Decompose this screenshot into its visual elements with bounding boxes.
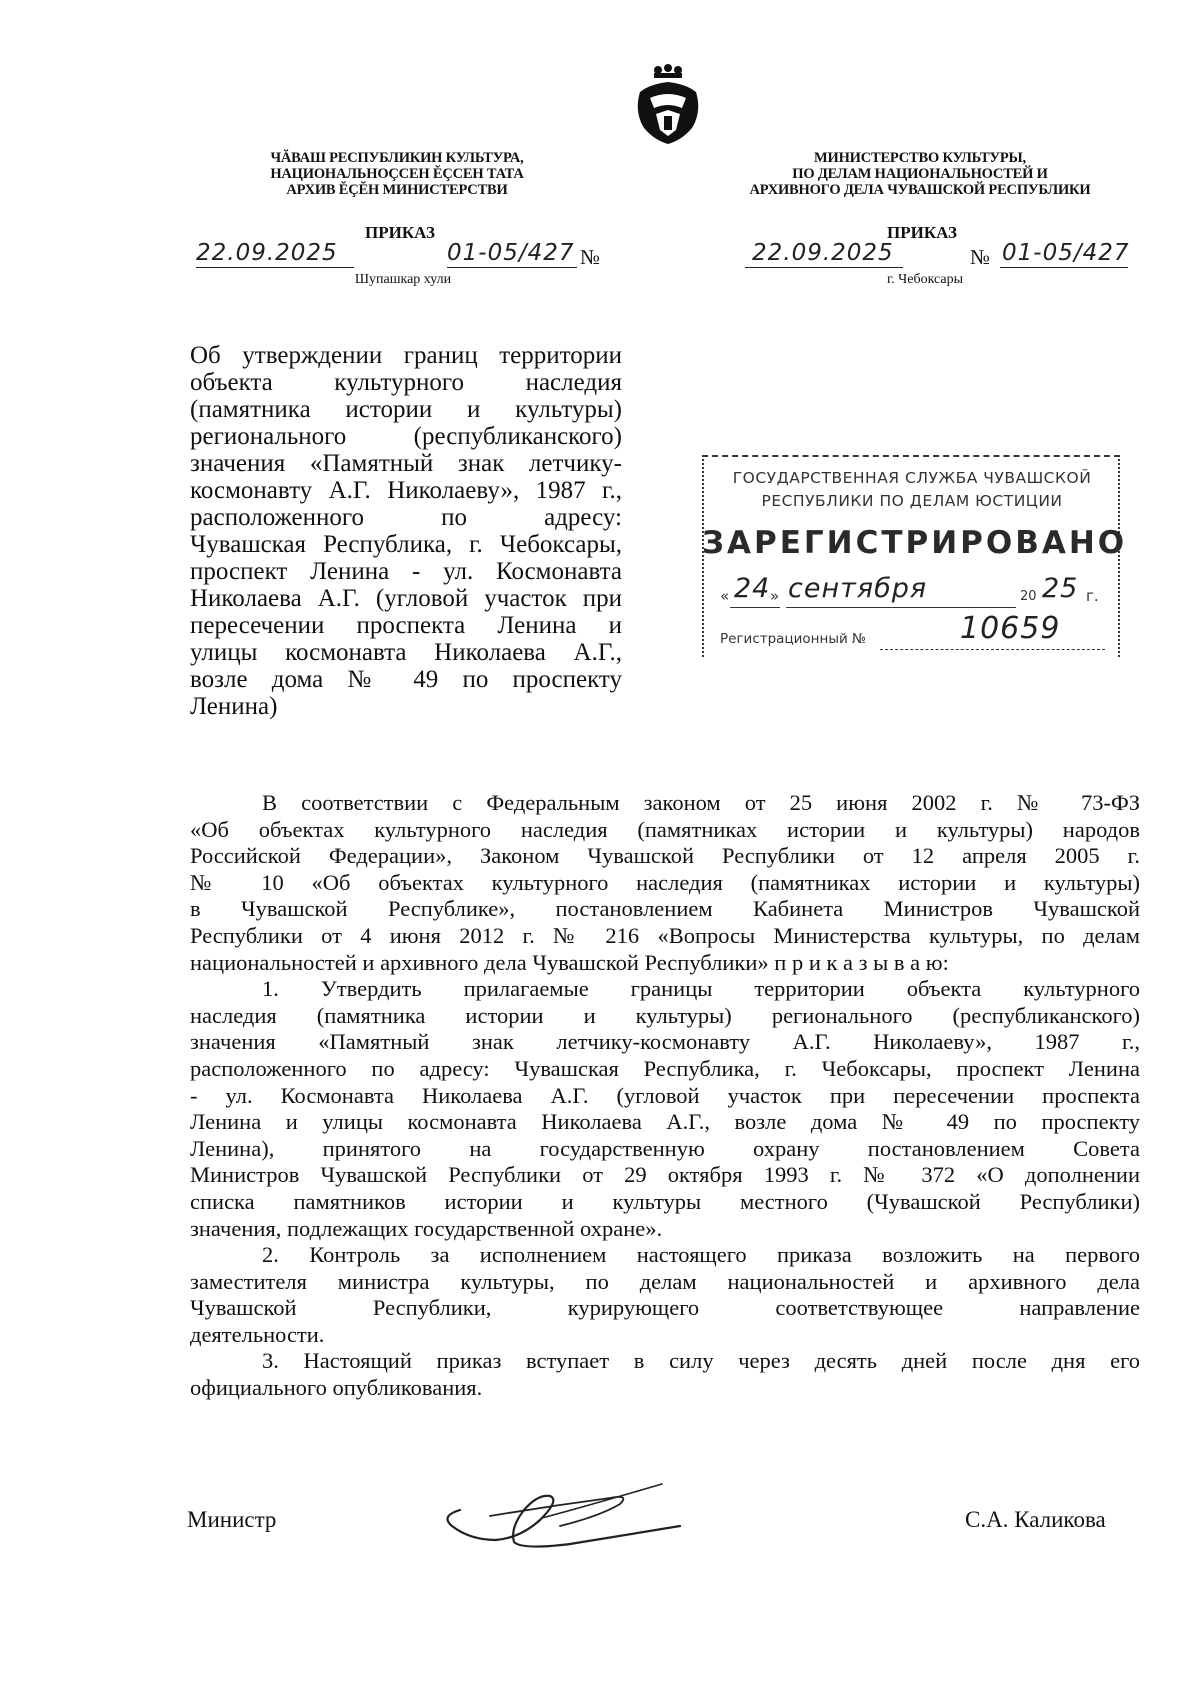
body-line: национальностей и архивного дела Чувашской Республики» п р и к а з ы в а ю: [190,949,949,975]
header-left-place: Шупашкар хули [354,272,452,287]
body-line: деятельности. [190,1321,325,1347]
body-line: 3. Настоящий приказ вступает в силу через десять дней после дня его [262,1348,1140,1374]
header-right-org [720,150,1120,198]
body-line: значения «Памятный знак летчику-космонавту А.Г. Николаеву», 1987 г., [190,1029,1140,1055]
body-line: 2. Контроль за исполнением настоящего приказа возложить на первого [262,1242,1140,1268]
stamp-quote-close: » [770,587,780,605]
header-left-line: НАЦИОНАЛЬНОÇСЕН ĔÇСЕН ТАТА [270,166,524,182]
chuvashia-coat-of-arms-icon [628,62,708,146]
body-line: Министров Чувашской Республики от 29 октября 1993 г. № 372 «О дополнении [190,1162,1140,1188]
header-right-line: ПО ДЕЛАМ НАЦИОНАЛЬНОСТЕЙ И [792,166,1048,182]
stamp-registration-line [720,611,1110,653]
stamp-reg-label: Регистрационный № [720,631,867,647]
body-line: Республики от 4 июня 2012 г. № 216 «Вопросы Министерства культуры, по делам [190,922,1140,948]
item-2-paragraph [190,1242,1140,1348]
handwritten-signature [430,1470,690,1560]
stamp-year-unit: г. [1086,587,1099,605]
body-line: заместителя министра культуры, по делам национальностей и архивного дела [190,1268,1140,1294]
title-line: Об утверждении границ территории [190,342,622,369]
body-line: Ленина), принятого на государственную охрану постановлением Совета [190,1135,1140,1161]
stamp-day-underline [730,607,780,608]
body-line: наследия (памятника истории и культуры) регионального (республиканского) [190,1002,1140,1028]
header-right-number-sign: № [970,245,991,269]
stamp-year-suffix: 25 [1042,573,1079,604]
header-left-number-sign: № [580,245,601,269]
stamp-status: ЗАРЕГИСТРИРОВАНО [702,525,1128,561]
body-line: «Об объектах культурного наследия (памятниках истории и культуры) народов [190,816,1140,842]
stamp-border-top [702,455,1120,457]
body-line: Российской Федерации», Законом Чувашской Республики от 12 апреля 2005 г. [190,843,1140,869]
stamp-org-line: РЕСПУБЛИКИ ПО ДЕЛАМ ЮСТИЦИИ [761,492,1063,510]
order-body [190,790,1140,1402]
body-line: - ул. Космонавта Николаева А.Г. (угловой участок при пересечении проспекта [190,1082,1140,1108]
title-line: улицы космонавта Николаева А.Г., [190,639,622,666]
stamp-org-line: ГОСУДАРСТВЕННАЯ СЛУЖБА ЧУВАШСКОЙ [732,469,1092,487]
header-left-date-underline [196,267,354,268]
header-right-number-underline [1000,267,1128,268]
body-line: 1. Утвердить прилагаемые границы территории объекта культурного [262,976,1140,1002]
item-3-paragraph [190,1348,1140,1401]
header-right-prikaz: ПРИКАЗ [887,223,957,242]
title-line: регионального (республиканского) [190,423,622,450]
header-right-date: 22.09.2025 [752,240,894,266]
title-line: Ленина) [190,693,278,720]
body-line: Чувашской Республики, курирующего соответствующее направление [190,1295,1140,1321]
body-line: № 10 «Об объектах культурного наследия (памятниках истории и культуры) [190,869,1140,895]
signatory-position: Министр [187,1507,277,1532]
stamp-quote-open: « [720,587,730,605]
title-line: расположенного по адресу: [190,504,622,531]
body-line: официального опубликования. [190,1375,483,1401]
header-left-prikaz: ПРИКАЗ [365,223,435,242]
registration-stamp [702,455,1128,657]
preamble-paragraph [190,790,1140,976]
title-line: объекта культурного наследия [190,369,622,396]
title-line: проспект Ленина - ул. Космонавта [190,558,622,585]
header-left-line: ЧĂВАШ РЕСПУБЛИКИН КУЛЬТУРА, [270,150,524,166]
signatory-name: С.А. Каликова [965,1507,1106,1532]
header-right-place: г. Чебоксары [886,272,964,287]
body-line: В соответствии с Федеральным законом от 25 июня 2002 г. № 73-ФЗ [262,790,1140,815]
stamp-year-prefix: 20 [1020,589,1037,604]
item-1-paragraph [190,976,1140,1242]
header-right-line: АРХИВНОГО ДЕЛА ЧУВАШСКОЙ РЕСПУБЛИКИ [749,182,1091,198]
header-right-date-underline [745,267,903,268]
title-line: возле дома № 49 по проспекту [190,666,622,693]
title-line: Чувашская Республика, г. Чебоксары, [190,531,622,558]
header-left-number: 01-05/427 [447,240,575,266]
body-line: значения, подлежащих государственной охране». [190,1215,663,1241]
coat-of-arms-emblem [628,62,708,146]
stamp-date-line [720,573,1110,613]
title-line: космонавту А.Г. Николаеву», 1987 г., [190,477,622,504]
stamp-month-underline [786,607,1016,608]
body-line: Ленина и улицы космонавта Николаева А.Г., возле дома № 49 по проспекту [190,1109,1140,1135]
header-left-line: АРХИВ ĔÇĔН МИНИСТЕРСТВИ [286,182,508,198]
title-line: (памятника истории и культуры) [190,396,622,423]
stamp-organization [712,467,1112,513]
body-line: в Чувашской Республике», постановлением Кабинета Министров Чувашской [190,896,1140,922]
title-line: Николаева А.Г. (угловой участок при [190,585,622,612]
order-title [190,342,622,720]
body-line: списка памятников истории и культуры местного (Чувашской Республики) [190,1188,1140,1214]
title-line: значения «Памятный знак летчику- [190,450,622,477]
stamp-month: сентября [788,573,928,604]
stamp-day: 24 [734,573,771,604]
header-left-date: 22.09.2025 [196,240,338,266]
header-right-line: МИНИСТЕРСТВО КУЛЬТУРЫ, [814,150,1026,166]
stamp-reg-number: 10659 [960,611,1061,646]
body-line: расположенного по адресу: Чувашская Республика, г. Чебоксары, проспект Ленина [190,1055,1140,1081]
header-left-number-underline [447,267,577,268]
header-right-number: 01-05/427 [1002,240,1130,266]
header-left-org [222,150,572,198]
stamp-reg-underline [880,649,1105,650]
title-line: пересечении проспекта Ленина и [190,612,622,639]
